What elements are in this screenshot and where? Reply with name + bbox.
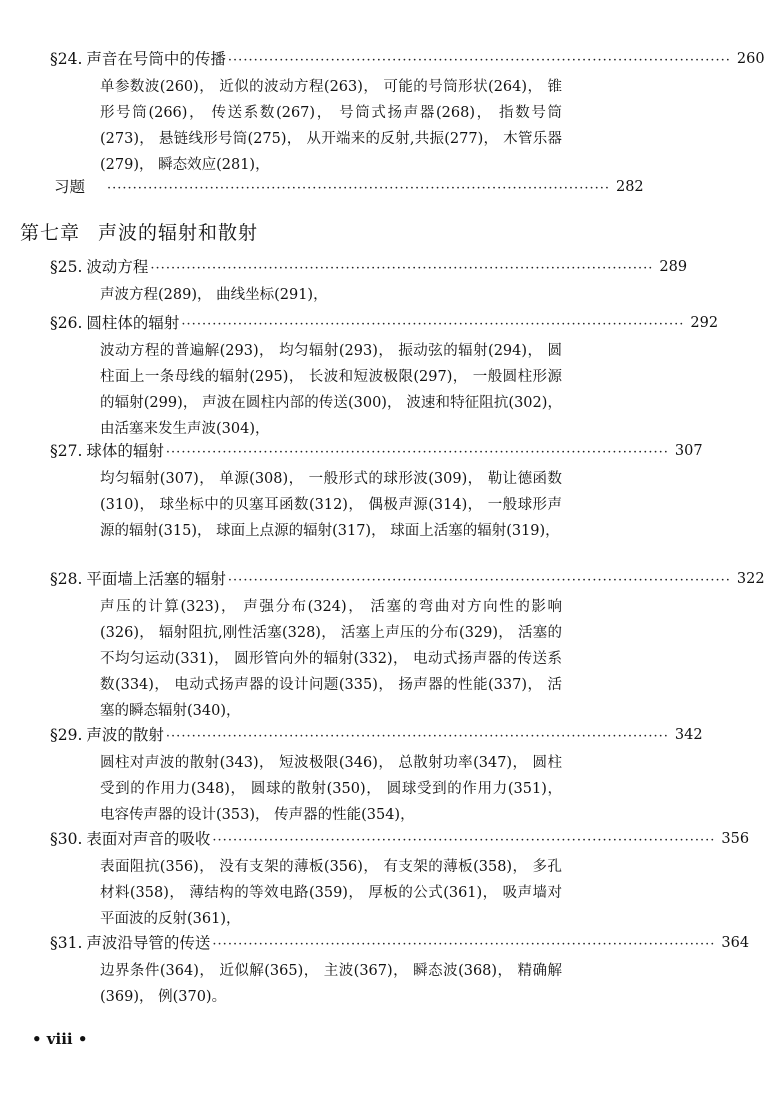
toc-entry-heading: [50, 828, 750, 850]
subtopics: 表面阻抗(356)， 没有支架的薄板(356)， 有支架的薄板(358)， 多孔材料(358)， 薄结构的等效电路(359)， 厚板的公式(361)， 吸声墙对平面波的反射(361)，: [100, 859, 562, 927]
section-number: §24.: [50, 50, 83, 68]
section-number: §27.: [50, 442, 83, 460]
section-number: §26.: [50, 314, 83, 332]
page-number: 307: [674, 443, 703, 459]
exercise-title: 习题: [54, 178, 86, 196]
page-number: 342: [674, 727, 703, 743]
section-title: 表面对声音的吸收: [86, 830, 211, 848]
toc-entry-29: [50, 724, 703, 828]
toc-entry-heading: [50, 256, 688, 278]
toc-entry-24: [50, 48, 765, 178]
chapter-label: 第七章: [20, 222, 81, 244]
subtopics: 边界条件(364)， 近似解(365)， 主波(367)， 瞬态波(368)， 精确解(369)， 例(370)。: [100, 963, 562, 1005]
toc-entry-heading: [50, 312, 719, 334]
section-number: §31.: [50, 934, 83, 952]
page-number: 322: [736, 571, 765, 587]
page-footer: • viii •: [32, 1030, 88, 1048]
page-number: 292: [690, 315, 719, 331]
section-title: 声音在号筒中的传播: [86, 50, 226, 68]
section-number: §25.: [50, 258, 83, 276]
section-title: 波动方程: [86, 258, 149, 276]
section-number: §29.: [50, 726, 83, 744]
page-number: 364: [721, 935, 750, 951]
toc-entry-heading: [50, 932, 750, 954]
subtopics: 圆柱对声波的散射(343)， 短波极限(346)， 总散射功率(347)， 圆柱受到的作用力(348)， 圆球的散射(350)， 圆球受到的作用力(351)， 电容传声器的设计(353)， 传声器的性能(354)，: [100, 755, 562, 823]
subtopics: 声波方程(289)， 曲线坐标(291)，: [100, 287, 328, 303]
toc-exercise: [50, 176, 644, 198]
toc-entry-31: [50, 932, 750, 1010]
toc-entry-30: [50, 828, 750, 932]
page-number: 282: [615, 179, 644, 195]
dot-leader: ··································································································: [165, 729, 669, 744]
dot-leader: ··································································································: [165, 445, 669, 460]
section-title: 圆柱体的辐射: [86, 314, 180, 332]
dot-leader: ··································································································: [107, 181, 610, 196]
toc-entry-heading: [50, 568, 765, 590]
toc-entry-28: [50, 568, 765, 724]
dot-leader: ··································································································: [227, 573, 731, 588]
toc-entry-heading: [50, 440, 703, 462]
section-title: 球体的辐射: [86, 442, 164, 460]
dot-leader: ··································································································: [150, 261, 654, 276]
page-number: 289: [659, 259, 688, 275]
dot-leader: ··································································································: [227, 53, 731, 68]
section-title: 平面墙上活塞的辐射: [86, 570, 226, 588]
section-title: 声波沿导管的传送: [86, 934, 211, 952]
dot-leader: ··································································································: [212, 833, 716, 848]
subtopics: 声压的计算(323)， 声强分布(324)， 活塞的弯曲对方向性的影响(326)， 辐射阻抗,刚性活塞(328)， 活塞上声压的分布(329)， 活塞的不均匀运动(331)， 圆形管向外的辐射(332)， 电动式扬声器的传送系数(334)， 电动式扬声器的设计问题(335)， 扬声器的性能(337)， 活塞的瞬态辐射(340)，: [100, 599, 562, 719]
exercise-row: [50, 176, 644, 198]
page-number: 356: [721, 831, 750, 847]
toc-entry-27: [50, 440, 703, 544]
dot-leader: ··································································································: [212, 937, 716, 952]
subtopics: 均匀辐射(307)， 单源(308)， 一般形式的球形波(309)， 勒让德函数(310)， 球坐标中的贝塞耳函数(312)， 偶极声源(314)， 一般球形声源的辐射(315)， 球面上点源的辐射(317)， 球面上活塞的辐射(319)，: [100, 471, 562, 539]
subtopics: 单参数波(260)， 近似的波动方程(263)， 可能的号筒形状(264)， 锥形号筒(266)， 传送系数(267)， 号筒式扬声器(268)， 指数号筒(273)， 悬链线形号筒(275)， 从开端来的反射,共振(277)， 木管乐器(279)， 瞬态效应(281)，: [100, 79, 562, 173]
toc-entry-26: [50, 312, 719, 442]
chapter-heading: [20, 218, 276, 245]
toc-entry-heading: [50, 48, 765, 70]
subtopics: 波动方程的普遍解(293)， 均匀辐射(293)， 振动弦的辐射(294)， 圆柱面上一条母线的辐射(295)， 长波和短波极限(297)， 一般圆柱形源的辐射(299)， 声波在圆柱内部的传送(300)， 波速和特征阻抗(302)， 由活塞来发生声波(304)，: [100, 343, 562, 437]
toc-entry-heading: [50, 724, 703, 746]
section-number: §30.: [50, 830, 83, 848]
section-title: 声波的散射: [86, 726, 164, 744]
toc-entry-25: [50, 256, 688, 308]
chapter-title: 声波的辐射和散射: [98, 222, 259, 244]
page-number: 260: [736, 51, 765, 67]
section-number: §28.: [50, 570, 83, 588]
dot-leader: ··································································································: [181, 317, 685, 332]
